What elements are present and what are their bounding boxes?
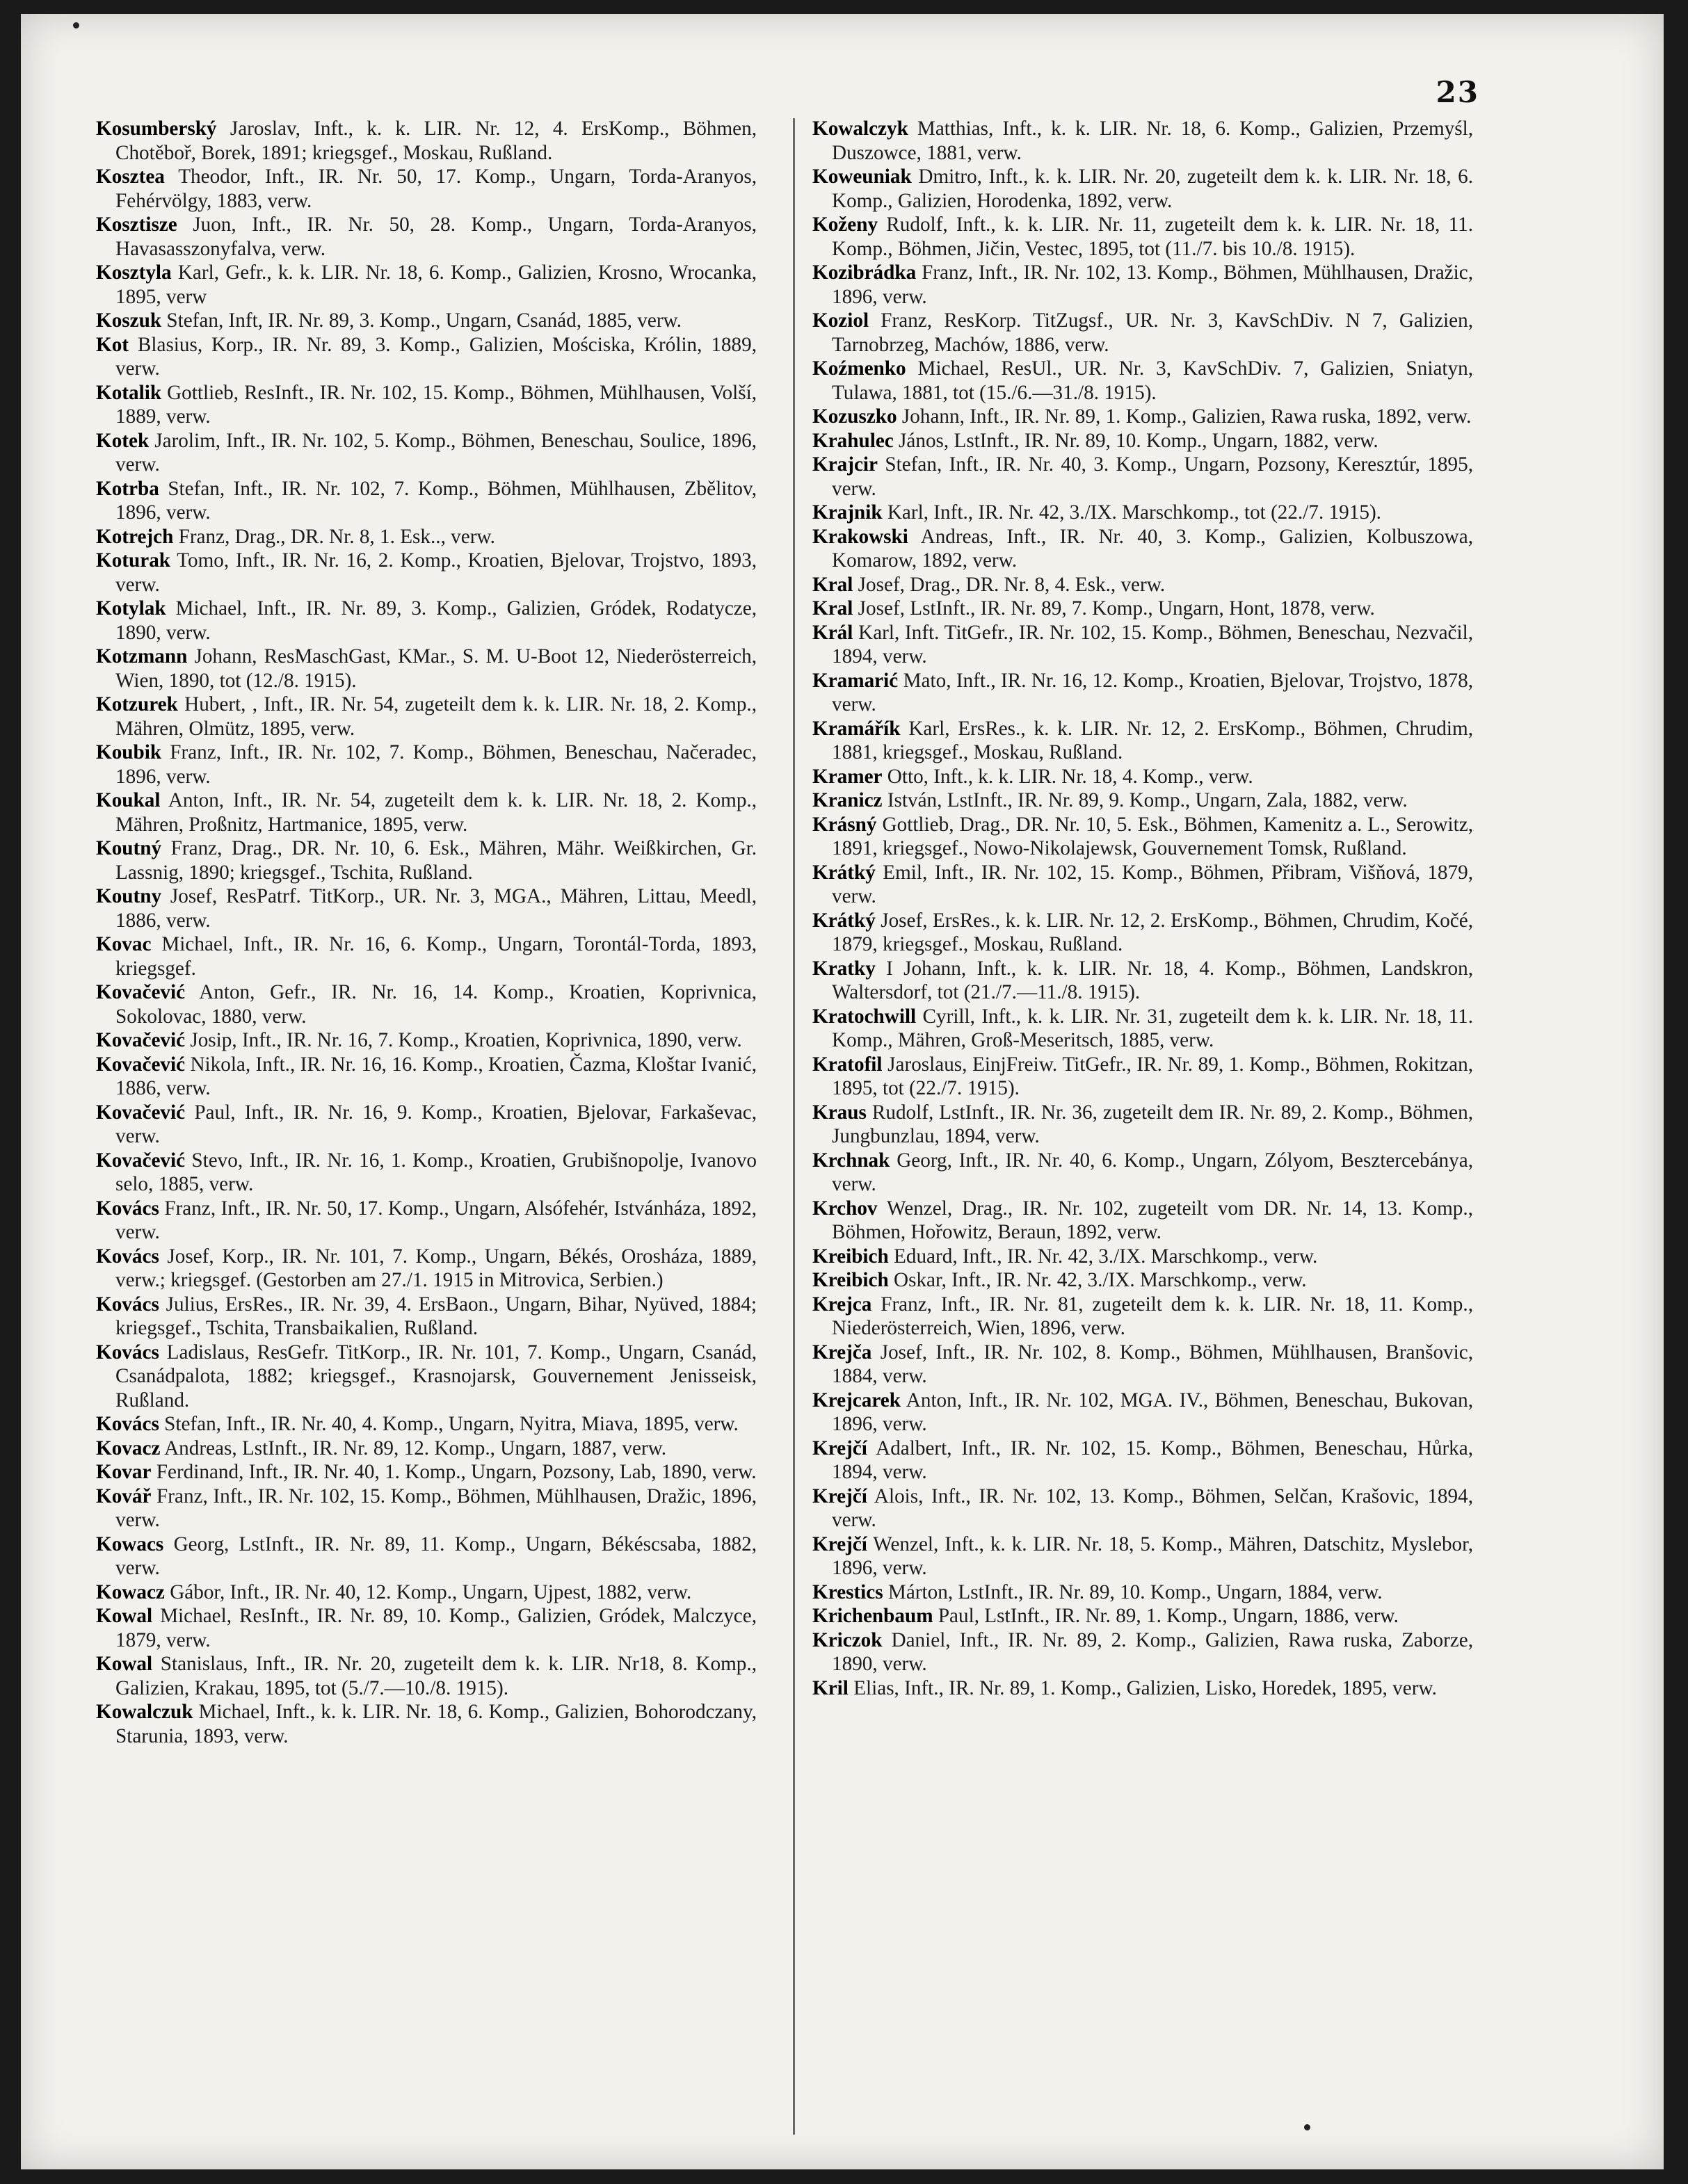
entry-surname: Krejčí [812,1437,867,1459]
register-entry [96,741,757,788]
entry-details: Wenzel, Inft., k. k. LIR. Nr. 18, 5. Komp., Mähren, Datschitz, Myslebor, 1896, verw. [832,1532,1473,1579]
entry-details: Dmitro, Inft., k. k. LIR. Nr. 20, zugeteilt dem k. k. LIR. Nr. 18, 6. Komp., Galizien, Horodenka, 1892, verw. [832,165,1474,212]
entry-details: Eduard, Inft., IR. Nr. 42, 3./IX. Marschkomp., verw. [894,1245,1318,1268]
entry-surname: Kosztyla [96,261,172,284]
entry-details: Josef, ErsRes., k. k. LIR. Nr. 12, 2. ErsKomp., Böhmen, Chrudim, Kočé, 1879, kriegsgef., Moskau, Rußland. [832,909,1473,955]
entry-surname: Kovačević [96,1053,186,1076]
entry-details: Matthias, Inft., k. k. LIR. Nr. 18, 6. Komp., Galizien, Przemyśl, Duszowce, 1881, verw. [832,118,1474,164]
register-entry [812,525,1473,573]
entry-details: I Johann, Inft., k. k. LIR. Nr. 18, 4. Komp., Böhmen, Landskron, Waltersdorf, tot (21./7.—11./8. 1915). [832,957,1473,1003]
entry-details: Johann, Inft., IR. Nr. 89, 1. Komp., Galizien, Rawa ruska, 1892, verw. [901,405,1472,428]
entry-details: Theodor, Inft., IR. Nr. 50, 17. Komp., Ungarn, Torda-Aranyos, Fehérvölgy, 1883, verw. [115,165,757,212]
entry-surname: Kovačević [96,1029,186,1051]
entry-details: Andreas, LstInft., IR. Nr. 89, 12. Komp., Ungarn, 1887, verw. [164,1437,667,1459]
entry-details: Josef, Drag., DR. Nr. 8, 4. Esk., verw. [858,573,1166,596]
register-entry [96,1652,757,1700]
entry-surname: Kramer [812,765,883,788]
register-entry [96,1604,757,1652]
entry-details: Alois, Inft., IR. Nr. 102, 13. Komp., Böhmen, Selčan, Krašovic, 1894, verw. [832,1485,1473,1531]
entry-surname: Kozibrádka [812,261,917,284]
entry-surname: Kratky [812,957,876,980]
entry-surname: Koweuniak [812,165,912,188]
entry-details: Stefan, Inft, IR. Nr. 89, 3. Komp., Ungarn, Csanád, 1885, verw. [166,309,682,332]
register-entry [812,1197,1473,1245]
register-entry [96,1532,757,1580]
entry-details: Anton, Inft., IR. Nr. 54, zugeteilt dem k. k. LIR. Nr. 18, 2. Komp., Mähren, Proßnitz, Hartmanice, 1895, verw. [115,789,757,836]
entry-surname: Koukal [96,789,161,811]
entry-surname: Kowalczuk [96,1701,193,1723]
register-entry [812,1268,1473,1293]
register-entry [96,549,757,597]
register-entry [812,1341,1473,1389]
entry-surname: Kreibich [812,1245,889,1268]
register-entry [812,1053,1473,1101]
register-entry [812,1245,1473,1269]
entry-surname: Kovács [96,1245,159,1268]
entry-details: Gottlieb, Drag., DR. Nr. 10, 5. Esk., Böhmen, Kamenitz a. L., Serowitz, 1891, kriegsgef., Nowo-Nikolajewsk, Gouvernement Tomsk, Rußland. [832,813,1474,859]
register-entry [812,429,1473,453]
entry-details: Michael, Inft., IR. Nr. 16, 6. Komp., Ungarn, Torontál-Torda, 1893, kriegsgef. [115,933,757,980]
entry-surname: Koźmenko [812,357,906,380]
entry-details: Paul, LstInft., IR. Nr. 89, 1. Komp., Ungarn, 1886, verw. [938,1605,1399,1627]
entry-surname: Krchov [812,1197,878,1220]
page-number: 23 [1436,75,1479,109]
entry-details: Michael, Inft., k. k. LIR. Nr. 18, 6. Komp., Galizien, Bohorodczany, Starunia, 1893, verw. [115,1701,757,1747]
register-entry [96,117,757,165]
entry-surname: Kramarić [812,669,899,692]
entry-details: Jaroslaus, EinjFreiw. TitGefr., IR. Nr. 89, 1. Komp., Böhmen, Rokitzan, 1895, tot (22./7. 1915). [832,1053,1474,1099]
entry-details: Juon, Inft., IR. Nr. 50, 28. Komp., Ungarn, Torda-Aranyos, Havasasszonyfalva, verw. [115,213,757,260]
entry-surname: Kotzmann [96,645,188,668]
register-entry [96,932,757,980]
entry-details: Franz, Inft., IR. Nr. 102, 15. Komp., Böhmen, Mühlhausen, Dražic, 1896, verw. [115,1485,757,1531]
entry-details: Franz, Inft., IR. Nr. 102, 7. Komp., Böhmen, Beneschau, Načeradec, 1896, verw. [115,741,757,788]
entry-details: Michael, ResInft., IR. Nr. 89, 10. Komp., Galizien, Gródek, Malczyce, 1879, verw. [115,1605,757,1651]
entry-surname: Kral [812,573,853,596]
entry-surname: Krakowski [812,525,908,548]
register-entry [812,261,1473,309]
entry-surname: Koutný [96,837,162,859]
entry-surname: Kriczok [812,1628,883,1651]
register-entry [812,957,1473,1005]
register-entry [96,1149,757,1197]
register-entry [96,645,757,693]
entry-details: Anton, Inft., IR. Nr. 102, MGA. IV., Böhmen, Beneschau, Bukovan, 1896, verw. [832,1389,1474,1435]
entry-details: Gottlieb, ResInft., IR. Nr. 102, 15. Komp., Böhmen, Mühlhausen, Volší, 1889, verw. [115,381,757,428]
register-entry [812,1604,1473,1628]
entry-details: Emil, Inft., IR. Nr. 102, 15. Komp., Böhmen, Přibram, Višňová, 1879, verw. [832,861,1473,907]
register-entry [96,1485,757,1532]
entry-details: Karl, ErsRes., k. k. LIR. Nr. 12, 2. ErsKomp., Böhmen, Chrudim, 1881, kriegsgef., Moskau, Rußland. [832,717,1473,763]
register-entry [812,597,1473,621]
register-entry [96,1580,757,1605]
register-entry [812,309,1473,357]
register-entry [96,836,757,884]
entry-surname: Kosztisze [96,213,177,236]
register-entry [96,1028,757,1053]
entry-surname: Kotzurek [96,693,178,715]
entry-surname: Kotalik [96,381,162,404]
print-speck [73,22,79,29]
entry-details: Stanislaus, Inft., IR. Nr. 20, zugeteilt dem k. k. LIR. Nr18, 8. Komp., Galizien, Krakau, 1895, tot (5./7.—10./8. 1915). [115,1653,757,1699]
entry-surname: Krátký [812,861,876,884]
entry-surname: Kratofil [812,1053,883,1076]
entry-surname: Krichenbaum [812,1605,933,1627]
register-entry [812,909,1473,957]
register-entry [812,1580,1473,1605]
entry-details: Gábor, Inft., IR. Nr. 40, 12. Komp., Ungarn, Ujpest, 1882, verw. [170,1580,692,1603]
entry-details: Michael, ResUl., UR. Nr. 3, KavSchDiv. 7, Galizien, Sniatyn, Tulawa, 1881, tot (15./6.—31./8. 1915). [832,357,1473,404]
register-entry [812,213,1473,261]
entry-details: Stefan, Inft., IR. Nr. 40, 3. Komp., Ungarn, Pozsony, Keresztúr, 1895, verw. [832,453,1473,500]
register-entry [812,788,1473,813]
entry-details: Rudolf, Inft., k. k. LIR. Nr. 11, zugeteilt dem k. k. LIR. Nr. 18, 11. Komp., Böhmen, Jičin, Vestec, 1895, tot (11./7. bis 10./8. 1915). [832,213,1474,260]
column-divider [793,118,795,2135]
register-entry [812,1005,1473,1053]
entry-surname: Kotylak [96,597,166,620]
entry-surname: Koutny [96,885,162,907]
entry-details: István, LstInft., IR. Nr. 89, 9. Komp., Ungarn, Zala, 1882, verw. [887,789,1408,811]
register-entry [96,165,757,213]
register-entry [812,1628,1473,1676]
register-entry [812,813,1473,861]
entry-surname: Koszuk [96,309,162,332]
entry-details: Stefan, Inft., IR. Nr. 40, 4. Komp., Ungarn, Nyitra, Miava, 1895, verw. [164,1413,739,1435]
entry-surname: Kowacs [96,1532,164,1555]
entry-surname: Kovačević [96,981,186,1003]
register-entry [96,1245,757,1293]
entry-details: Daniel, Inft., IR. Nr. 89, 2. Komp., Galizien, Rawa ruska, Zaborze, 1890, verw. [832,1628,1474,1675]
entry-surname: Kral [812,597,853,620]
entry-details: Andreas, Inft., IR. Nr. 40, 3. Komp., Galizien, Kolbuszowa, Komarow, 1892, verw. [832,525,1474,572]
entry-details: Georg, Inft., IR. Nr. 40, 6. Komp., Ungarn, Zólyom, Besztercebánya, verw. [832,1149,1473,1195]
entry-surname: Král [812,621,853,644]
register-entry [96,1197,757,1245]
register-entry [812,669,1473,717]
entry-details: Anton, Gefr., IR. Nr. 16, 14. Komp., Kroatien, Koprivnica, Sokolovac, 1880, verw. [115,981,757,1028]
entry-details: János, LstInft., IR. Nr. 89, 10. Komp., Ungarn, 1882, verw. [899,429,1378,452]
entry-surname: Krejčí [812,1532,867,1555]
entry-details: Karl, Inft. TitGefr., IR. Nr. 102, 15. Komp., Böhmen, Beneschau, Nezvačil, 1894, verw. [832,621,1473,668]
document-page [21,14,1664,2169]
entry-details: Jaroslav, Inft., k. k. LIR. Nr. 12, 4. ErsKomp., Böhmen, Chotěboř, Borek, 1891; kriegsgef., Moskau, Rußland. [115,118,757,164]
entry-details: Josef, ResPatrf. TitKorp., UR. Nr. 3, MGA., Mähren, Littau, Meedl, 1886, verw. [115,885,757,932]
entry-details: Oskar, Inft., IR. Nr. 42, 3./IX. Marschkomp., verw. [894,1269,1307,1291]
register-entry [96,429,757,477]
entry-details: Johann, ResMaschGast, KMar., S. M. U-Boot 12, Niederösterreich, Wien, 1890, tot (12./8. 1915). [115,645,757,692]
entry-surname: Krejcarek [812,1389,901,1411]
entry-details: Michael, Inft., IR. Nr. 89, 3. Komp., Galizien, Gródek, Rodatycze, 1890, verw. [115,597,757,644]
entry-details: Franz, Inft., IR. Nr. 81, zugeteilt dem k. k. LIR. Nr. 18, 11. Komp., Niederösterreich, Wien, 1896, verw. [832,1293,1473,1339]
entry-details: Ferdinand, Inft., IR. Nr. 40, 1. Komp., Ungarn, Pozsony, Lab, 1890, verw. [156,1461,757,1483]
register-entry [812,453,1473,501]
entry-surname: Kot [96,333,129,356]
entry-surname: Kovács [96,1341,159,1364]
register-entry [812,357,1473,405]
entry-surname: Kovačević [96,1101,186,1124]
register-entry [96,1460,757,1485]
entry-surname: Kotrejch [96,525,174,548]
entry-details: Ladislaus, ResGefr. TitKorp., IR. Nr. 101, 7. Komp., Ungarn, Csanád, Csanádpalota, 1882; kriegsgef., Krasnojarsk, Gouvernement Jenisseisk, Rußland. [115,1341,757,1411]
entry-surname: Krajcir [812,453,878,476]
register-entry [812,765,1473,789]
entry-details: Wenzel, Drag., IR. Nr. 102, zugeteilt vom DR. Nr. 14, 13. Komp., Böhmen, Hořowitz, Beraun, 1892, verw. [832,1197,1473,1243]
entry-surname: Kreibich [812,1269,889,1291]
entry-surname: Kovačević [96,1149,186,1172]
entry-details: Josef, LstInft., IR. Nr. 89, 7. Komp., Ungarn, Hont, 1878, verw. [858,597,1375,620]
register-entry [96,333,757,381]
register-entry [96,1293,757,1341]
entry-details: Blasius, Korp., IR. Nr. 89, 3. Komp., Galizien, Mościska, Królin, 1889, verw. [115,333,757,380]
entry-details: Franz, Drag., DR. Nr. 10, 6. Esk., Mähren, Mähr. Weißkirchen, Gr. Lassnig, 1890; kriegsgef., Tschita, Rußland. [115,837,757,884]
entry-details: Stefan, Inft., IR. Nr. 102, 7. Komp., Böhmen, Mühlhausen, Zbělitov, 1896, verw. [115,477,757,524]
register-entry [96,261,757,309]
register-entry [96,1053,757,1101]
entry-details: Jarolim, Inft., IR. Nr. 102, 5. Komp., Böhmen, Beneschau, Soulice, 1896, verw. [115,429,757,476]
entry-surname: Kowacz [96,1580,165,1603]
entry-details: Nikola, Inft., IR. Nr. 16, 16. Komp., Kroatien, Čazma, Kloštar Ivanić, 1886, verw. [115,1053,757,1099]
entry-surname: Kranicz [812,789,883,811]
entry-surname: Kovac [96,933,152,955]
entry-surname: Kratochwill [812,1005,917,1028]
register-entry [96,1101,757,1149]
register-entry [812,1293,1473,1341]
entry-surname: Krejčí [812,1485,867,1507]
register-entry [812,165,1473,213]
entry-details: Franz, Inft., IR. Nr. 102, 13. Komp., Böhmen, Mühlhausen, Dražic, 1896, verw. [832,261,1473,308]
entry-surname: Kovács [96,1413,159,1435]
entry-details: Franz, Drag., DR. Nr. 8, 1. Esk.., verw. [178,525,495,548]
entry-details: Hubert, , Inft., IR. Nr. 54, zugeteilt dem k. k. LIR. Nr. 18, 2. Komp., Mähren, Olmütz, 1895, verw. [115,693,757,740]
entry-surname: Kovar [96,1461,152,1483]
entry-details: Otto, Inft., k. k. LIR. Nr. 18, 4. Komp., verw. [887,765,1253,788]
entry-details: Cyrill, Inft., k. k. LIR. Nr. 31, zugeteilt dem k. k. LIR. Nr. 18, 11. Komp., Mähren, Groß-Meseritsch, 1885, verw. [832,1005,1474,1051]
register-entry [96,788,757,836]
entry-details: Josef, Korp., IR. Nr. 101, 7. Komp., Ungarn, Békés, Orosháza, 1889, verw.; kriegsgef. (Gestorben am 27./1. 1915 in Mitrovica, Serbien.) [115,1245,757,1291]
entry-details: Paul, Inft., IR. Nr. 16, 9. Komp., Kroatien, Bjelovar, Farkaševac, verw. [115,1101,757,1147]
register-entry [812,1101,1473,1149]
print-speck [1304,2124,1310,2130]
entry-details: Tomo, Inft., IR. Nr. 16, 2. Komp., Kroatien, Bjelovar, Trojstvo, 1893, verw. [115,549,757,596]
register-entry [812,621,1473,669]
entry-details: Rudolf, LstInft., IR. Nr. 36, zugeteilt dem IR. Nr. 89, 2. Komp., Böhmen, Jungbunzlau, 1894, verw. [832,1101,1474,1147]
entry-surname: Kosumberský [96,118,217,140]
entry-surname: Krchnak [812,1149,890,1172]
register-entry [96,1412,757,1437]
register-entry [96,477,757,525]
entry-surname: Kowal [96,1653,153,1675]
entry-surname: Kowalczyk [812,118,908,140]
register-entry [96,213,757,261]
entry-details: Stevo, Inft., IR. Nr. 16, 1. Komp., Kroatien, Grubišnopolje, Ivanovo selo, 1885, verw. [115,1149,757,1195]
entry-surname: Kovács [96,1197,159,1220]
entry-details: Karl, Inft., IR. Nr. 42, 3./IX. Marschkomp., tot (22./7. 1915). [887,501,1381,524]
entry-surname: Kramářík [812,717,901,740]
register-entry [812,1389,1473,1437]
entry-surname: Krestics [812,1580,883,1603]
entry-details: Julius, ErsRes., IR. Nr. 39, 4. ErsBaon., Ungarn, Bihar, Nyüved, 1884; kriegsgef., Tschita, Transbaikalien, Rußland. [115,1293,757,1339]
entry-surname: Koziol [812,309,869,332]
entry-surname: Kovács [96,1293,159,1316]
entry-surname: Koturak [96,549,171,572]
entry-surname: Krásný [812,813,877,836]
register-entry [812,1485,1473,1532]
entry-details: Adalbert, Inft., IR. Nr. 102, 15. Komp., Böhmen, Beneschau, Hůrka, 1894, verw. [832,1437,1474,1483]
entry-surname: Kotek [96,429,150,452]
register-entry [812,1149,1473,1197]
entry-surname: Krajnik [812,501,883,524]
entry-surname: Kowal [96,1605,153,1627]
register-entry [812,1437,1473,1485]
register-entry [96,309,757,333]
entry-details: Georg, LstInft., IR. Nr. 89, 11. Komp., Ungarn, Békéscsaba, 1882, verw. [115,1532,757,1579]
register-entry [96,597,757,645]
entry-surname: Krejča [812,1341,872,1364]
register-entry [96,381,757,429]
entry-surname: Kraus [812,1101,867,1124]
entry-surname: Kotrba [96,477,159,500]
entry-details: Mato, Inft., IR. Nr. 16, 12. Komp., Kroatien, Bjelovar, Trojstvo, 1878, verw. [832,669,1473,715]
right-column [812,117,1473,1700]
entry-surname: Kosztea [96,165,165,188]
entry-surname: Kovacz [96,1437,161,1459]
register-entry [812,573,1473,597]
register-entry [812,717,1473,765]
entry-surname: Krejca [812,1293,872,1316]
entry-details: Márton, LstInft., IR. Nr. 89, 10. Komp., Ungarn, 1884, verw. [887,1580,1383,1603]
register-entry [96,980,757,1028]
entry-details: Franz, Inft., IR. Nr. 50, 17. Komp., Ungarn, Alsófehér, Istvánháza, 1892, verw. [115,1197,757,1243]
entry-surname: Kozuszko [812,405,897,428]
entry-surname: Koženy [812,213,878,236]
register-entry [812,501,1473,525]
register-entry [96,525,757,549]
entry-surname: Kovář [96,1485,152,1507]
entry-details: Karl, Gefr., k. k. LIR. Nr. 18, 6. Komp., Galizien, Krosno, Wrocanka, 1895, verw [115,261,757,308]
entry-surname: Krátký [812,909,876,932]
register-entry [96,693,757,741]
entry-surname: Kril [812,1676,849,1699]
register-entry [812,405,1473,429]
register-entry [812,117,1473,165]
left-column [96,117,757,1748]
register-entry [96,884,757,932]
entry-details: Elias, Inft., IR. Nr. 89, 1. Komp., Galizien, Lisko, Horedek, 1895, verw. [853,1676,1437,1699]
register-entry [812,1676,1473,1701]
register-entry [96,1437,757,1461]
register-entry [96,1341,757,1413]
entry-details: Franz, ResKorp. TitZugsf., UR. Nr. 3, KavSchDiv. N 7, Galizien, Tarnobrzeg, Machów, 1886, verw. [832,309,1474,356]
register-entry [812,1532,1473,1580]
entry-surname: Koubik [96,741,162,763]
entry-details: Josip, Inft., IR. Nr. 16, 7. Komp., Kroatien, Koprivnica, 1890, verw. [190,1029,742,1051]
entry-surname: Krahulec [812,429,894,452]
register-entry [96,1700,757,1748]
entry-details: Josef, Inft., IR. Nr. 102, 8. Komp., Böhmen, Mühlhausen, Branšovic, 1884, verw. [832,1341,1473,1387]
register-entry [812,861,1473,909]
